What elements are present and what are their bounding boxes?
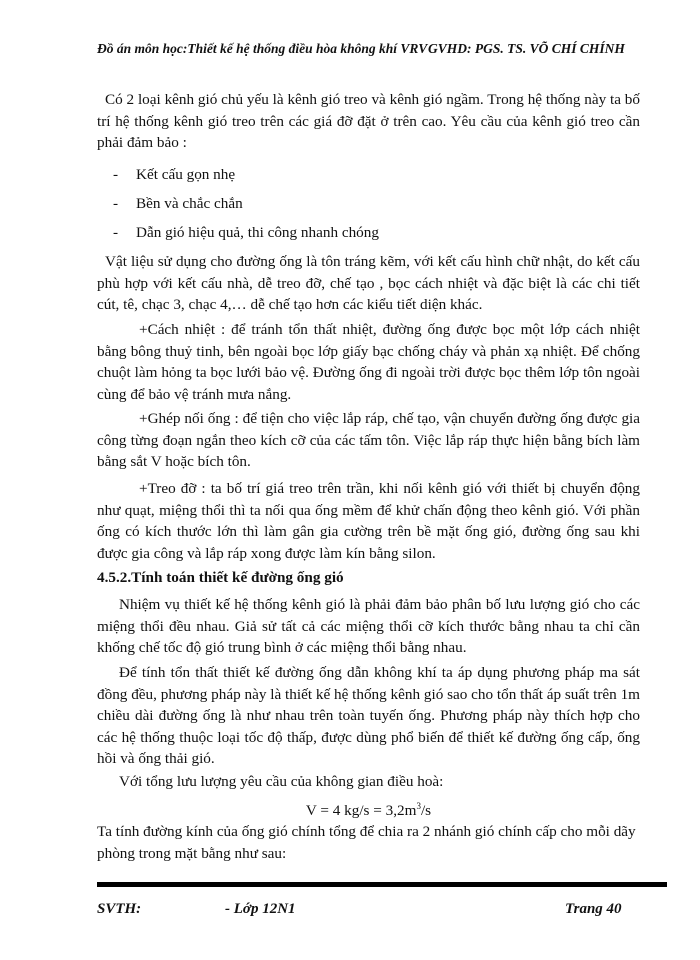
header-title: Đồ án môn học:Thiết kế hệ thống điều hòa không khí VRV bbox=[97, 41, 428, 56]
formula-main: V = 4 kg/s = 3,2m bbox=[305, 802, 417, 820]
formula-tail: /s bbox=[420, 802, 432, 820]
flow-formula bbox=[97, 796, 640, 822]
bullet-marker: - bbox=[113, 166, 119, 183]
hanging-paragraph: +Treo đỡ : ta bố trí giá treo trên trần, khi nối kênh gió với thiết bị chuyển động như quạt, miệng thổi thì ta nối qua ống mềm để khử chấn động theo kênh gió. Với phần ống có kích thước lớn thì làm gân gia cường trên bề mặt ống gió, đường ống sau khi được gia công và lắp ráp xong được làm kín bằng silon. bbox=[97, 480, 640, 562]
joining-paragraph: +Ghép nối ống : để tiện cho việc lắp ráp, chế tạo, vận chuyển đường ống được gia công từng đoạn ngắn theo kích cỡ của các tấm tôn. Việc lắp ráp thực hiện bằng bích làm bằng sắt V hoặc bích tôn. bbox=[97, 410, 640, 470]
diameter-paragraph: Ta tính đường kính của ống gió chính tổng để chia ra 2 nhánh gió chính cấp cho mỗi dãy phòng trong mặt bằng như sau: bbox=[97, 823, 636, 862]
bullet-text: Bền và chắc chắn bbox=[136, 195, 243, 212]
flow-intro: Với tổng lưu lượng yêu cầu của không gian điều hoà: bbox=[119, 773, 444, 790]
page-number: Trang 40 bbox=[565, 901, 622, 917]
bullet-marker: - bbox=[113, 224, 119, 241]
footer-divider bbox=[97, 882, 667, 887]
section-heading: 4.5.2.Tính toán thiết kế đường ống gió bbox=[97, 569, 344, 586]
task-paragraph: Nhiệm vụ thiết kế hệ thống kênh gió là phải đảm bảo phân bố lưu lượng gió cho các miệng thổi đều nhau. Giả sử tất cả các miệng thổi cỡ kích thước bằng nhau ta chỉ cần khống chế tốc độ gió trung bình ở các miệng thổi bằng nhau. bbox=[97, 596, 640, 656]
intro-paragraph: Có 2 loại kênh gió chủ yếu là kênh gió treo và kênh gió ngầm. Trong hệ thống này ta bố trí hệ thống kênh gió treo trên các giá đỡ đặt ở trên cao. Yêu cầu của kênh gió treo cần phải đảm bảo : bbox=[97, 91, 640, 151]
bullet-marker: - bbox=[113, 195, 119, 212]
header-advisor: GVHD: PGS. TS. VÕ CHÍ CHÍNH bbox=[428, 41, 625, 56]
material-paragraph: Vật liệu sử dụng cho đường ống là tôn tráng kẽm, với kết cấu hình chữ nhật, do kết cấu phù hợp với kết cấu nhà, dễ treo đỡ, chế tạo , bọc cách nhiệt và đặc biệt là các chi tiết cút, tê, chạc 3, chạc 4,… dễ chế tạo hơn các kiểu tiết diện khác. bbox=[97, 253, 640, 313]
formula-superscript: 3 bbox=[416, 801, 421, 811]
insulation-paragraph: +Cách nhiệt : để tránh tổn thất nhiệt, đường ống được bọc một lớp cách nhiệt bằng bông thuỷ tinh, bên ngoài bọc lớp giấy bạc chống cháy và phản xạ nhiệt. Để chống chuột làm hỏng ta bọc lưới bảo vệ. Đường ống đi ngoài trời được bọc thêm lớp tôn ngoài cùng để bảo vệ tránh mưa nắng. bbox=[97, 321, 640, 403]
bullet-text: Dẫn gió hiệu quả, thi công nhanh chóng bbox=[136, 224, 379, 241]
method-paragraph: Để tính tổn thất thiết kế đường ống dẫn không khí ta áp dụng phương pháp ma sát đồng đều, phương pháp này là thiết kế hệ thống kênh gió sao cho tổn thất áp suất trên 1m chiều dài đường ống là như nhau trên toàn tuyến ống. Phương pháp này thích hợp cho các hệ thống thuộc loại tốc độ thấp, được dùng phổ biến để thiết kế đường ống cấp, ống hồi và ống thải gió. bbox=[97, 664, 640, 767]
bullet-text: Kết cấu gọn nhẹ bbox=[136, 166, 236, 183]
footer-student: SVTH: bbox=[97, 901, 142, 917]
footer-class: - Lớp 12N1 bbox=[225, 901, 296, 917]
